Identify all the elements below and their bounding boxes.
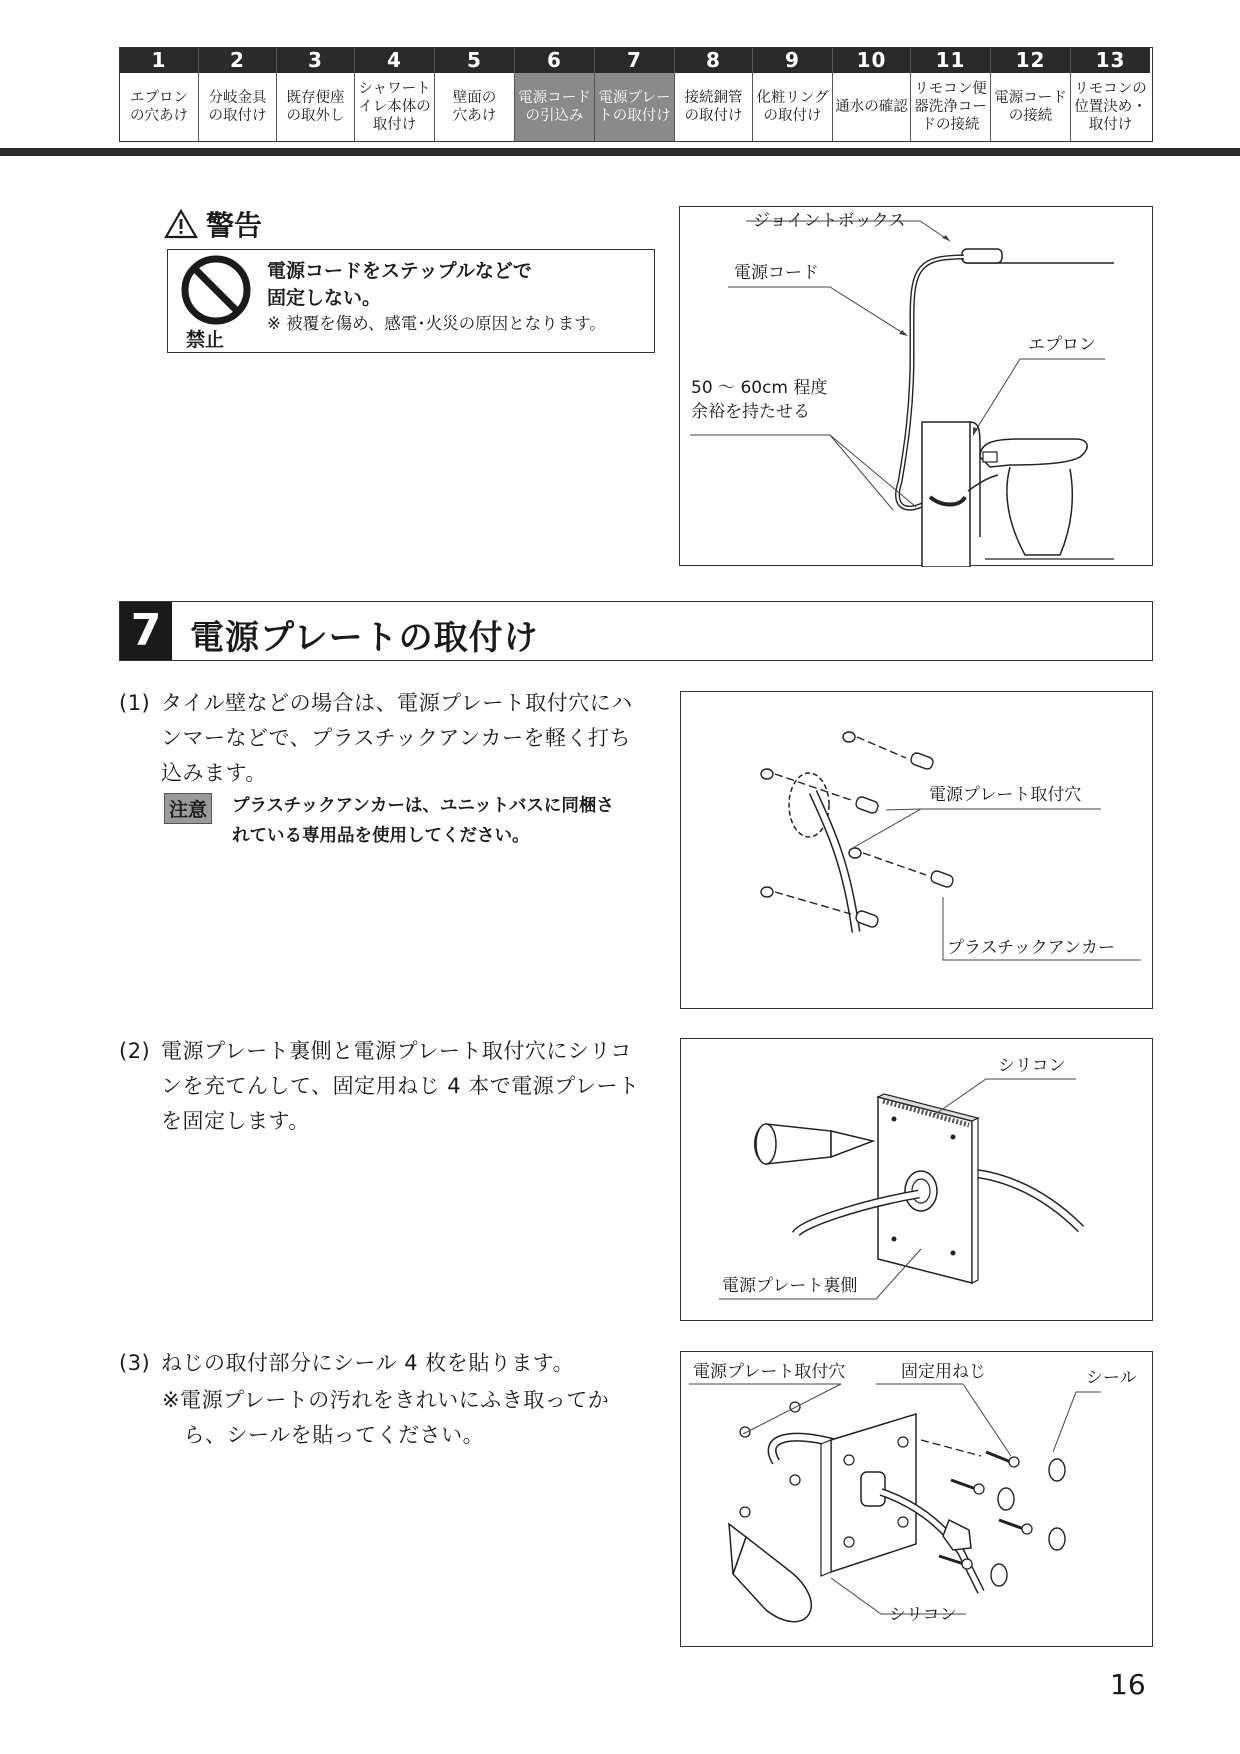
step-3-number: (3) <box>119 1351 151 1375</box>
warning-box <box>167 249 655 353</box>
seal-label: シール <box>1086 1368 1137 1388</box>
step-nav-number: 12 <box>991 48 1070 73</box>
step-nav-number: 10 <box>833 48 910 73</box>
section-number: 7 <box>120 602 172 660</box>
step-nav-item-13 <box>1070 48 1150 141</box>
power-cord-label: 電源コード <box>734 263 819 283</box>
caution-badge: 注意 <box>164 793 212 824</box>
junction-box-label: ジョイントボックス <box>753 211 906 231</box>
step-nav-label: エプロン の穴あけ <box>130 90 188 124</box>
step-nav-number: 3 <box>277 48 354 73</box>
step-2-number: (2) <box>119 1039 151 1063</box>
step-nav-item-4 <box>354 48 434 141</box>
anchor-figure <box>680 691 1153 1009</box>
step-1-number: (1) <box>119 691 151 715</box>
step-nav-item-2 <box>198 48 276 141</box>
step-nav-number: 11 <box>911 48 990 73</box>
step-nav-item-6 <box>514 48 594 141</box>
apron-label: エプロン <box>1028 335 1096 355</box>
step-nav-item-12 <box>990 48 1070 141</box>
step-nav-number: 13 <box>1071 48 1150 73</box>
step-nav-number: 4 <box>355 48 434 73</box>
silicone-label: シリコン <box>998 1056 1066 1076</box>
slack-label-line-1: 50 ～ 60cm 程度 <box>691 378 828 398</box>
step-nav-item-7 <box>594 48 674 141</box>
warning-triangle-icon <box>164 209 198 239</box>
step-nav-item-3 <box>276 48 354 141</box>
anchor-illustration <box>681 692 1154 1010</box>
step-3-text: ねじの取付部分にシール 4 枚を貼ります。 <box>161 1351 575 1375</box>
warning-line-1: 電源コードをステップルなどで <box>267 260 532 282</box>
mounting-hole-label: 電源プレート取付穴 <box>929 785 1082 805</box>
silicone-figure <box>680 1038 1153 1321</box>
step-nav-label: 通水の確認 <box>835 99 908 115</box>
step-3-note-text: ※電源プレートの汚れをきれいにふき取ってか ら、シールを貼ってください。 <box>162 1388 610 1447</box>
step-3-paragraph <box>119 1346 664 1386</box>
step-nav-item-1 <box>120 48 198 141</box>
step-3-note <box>162 1383 667 1463</box>
plastic-anchor-label: プラスチックアンカー <box>947 938 1115 958</box>
step-nav-label: 既存便座 の取外し <box>286 90 345 124</box>
step-nav-label: 化粧リング の取付け <box>756 90 829 124</box>
step-nav-number: 6 <box>515 48 594 73</box>
step-nav-label: 電源プレー トの取付け <box>595 73 674 141</box>
step-nav-label: 電源コード の接続 <box>994 90 1067 124</box>
step-1-text: タイル壁などの場合は、電源プレート取付穴にハ ンマーなどで、プラスチックアンカーを軽く打ち 込みます。 <box>161 691 633 785</box>
step-nav-number: 1 <box>120 48 198 73</box>
step-nav-label: シャワート イレ本体の 取付け <box>358 81 431 133</box>
mounting-hole-label: 電源プレート取付穴 <box>693 1362 846 1382</box>
seal-figure <box>680 1351 1153 1647</box>
step-1-paragraph <box>119 686 664 796</box>
step-nav-label: 電源コード の引込み <box>515 73 594 141</box>
step-nav-label: 壁面の 穴あけ <box>452 90 497 124</box>
step-2-paragraph <box>119 1034 664 1144</box>
fixing-screw-label: 固定用ねじ <box>901 1362 986 1382</box>
plate-back-label: 電源プレート裏側 <box>722 1276 858 1296</box>
prohibited-label: 禁止 <box>186 329 225 351</box>
step-nav-label: リモコンの 位置決め・ 取付け <box>1074 81 1147 133</box>
step-nav-number: 7 <box>595 48 674 73</box>
cord-routing-figure <box>679 206 1153 566</box>
page-number: 16 <box>1110 1668 1146 1701</box>
step-nav-label: 接続銅管 の取付け <box>684 90 743 124</box>
step-nav-item-10 <box>832 48 910 141</box>
step-nav-number: 2 <box>199 48 276 73</box>
slack-label-line-2: 余裕を持たせる <box>691 402 810 422</box>
warning-line-2: 固定しない。 <box>267 287 382 309</box>
step-nav-number: 5 <box>435 48 514 73</box>
step-navigation <box>119 47 1153 142</box>
caution-text: プラスチックアンカーは、ユニットバスに同梱さ れている専用品を使用してください。 <box>232 796 614 846</box>
step-nav-item-8 <box>674 48 752 141</box>
step-nav-label: リモコン便 器洗浄コー ドの接続 <box>914 81 987 133</box>
warning-heading <box>164 204 262 244</box>
step-nav-item-5 <box>434 48 514 141</box>
warning-line-3: ※ 被覆を傷め、感電･火災の原因となります。 <box>267 314 606 333</box>
step-2-text: 電源プレート裏側と電源プレート取付穴にシリコ ンを充てんして、固定用ねじ 4 本で電源プレート を固定します。 <box>161 1039 640 1133</box>
step-nav-label: 分岐金具 の取付け <box>208 90 267 124</box>
silicone-label: シリコン <box>889 1605 957 1625</box>
warning-title: 警告 <box>206 209 263 242</box>
step-nav-number: 9 <box>753 48 832 73</box>
section-title: 電源プレートの取付け <box>190 618 539 658</box>
section-heading <box>119 601 1153 661</box>
step-nav-number: 8 <box>675 48 752 73</box>
step-nav-item-11 <box>910 48 990 141</box>
header-rule <box>0 148 1240 156</box>
step-nav-item-9 <box>752 48 832 141</box>
